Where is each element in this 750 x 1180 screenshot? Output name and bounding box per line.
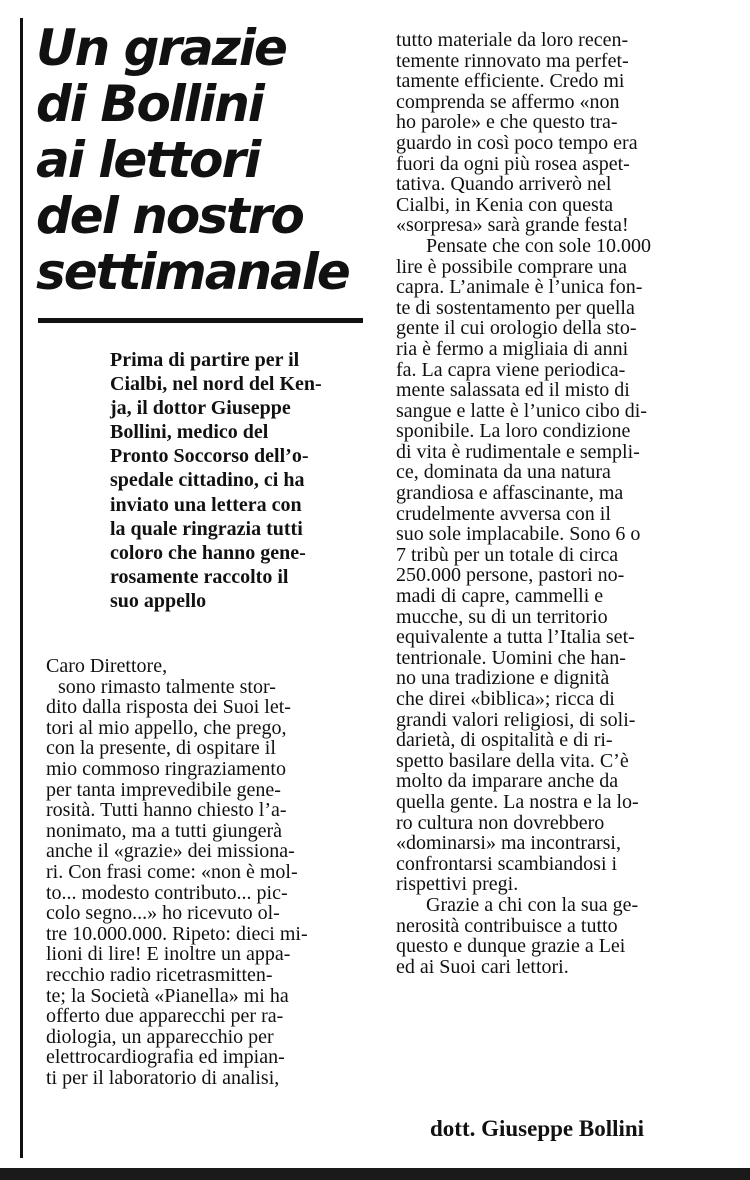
lead-line: la quale ringrazia tutti bbox=[110, 517, 303, 540]
letter-line: rispettivi pregi. bbox=[396, 873, 519, 896]
headline-line: ai lettori bbox=[36, 131, 260, 189]
letter-line: elettrocardiografia ed impian- bbox=[46, 1046, 285, 1069]
letter-line: 250.000 persone, pastori no- bbox=[396, 564, 625, 587]
letter-line: per tanta imprevedibile gene- bbox=[46, 778, 281, 801]
letter-column-right bbox=[396, 30, 748, 977]
headline-line: settimanale bbox=[36, 243, 349, 301]
letter-line: te; la Società «Pianella» mi ha bbox=[46, 984, 289, 1007]
letter-line: «sorpresa» sarà grande festa! bbox=[396, 214, 629, 237]
letter-column-left bbox=[46, 656, 366, 1088]
letter-line: comprenda se affermo «non bbox=[396, 90, 620, 113]
lead-line: Pronto Soccorso dell’o- bbox=[110, 445, 309, 468]
letter-line: diologia, un apparecchio per bbox=[46, 1025, 274, 1048]
headline-line: del nostro bbox=[36, 187, 303, 245]
letter-line: ria è fermo a migliaia di anni bbox=[396, 337, 629, 360]
letter-line: ti per il laboratorio di analisi, bbox=[46, 1066, 280, 1089]
letter-line: ho parole» e che questo tra- bbox=[396, 111, 618, 134]
letter-line: tamente efficiente. Credo mi bbox=[396, 70, 625, 93]
letter-line: con la presente, di ospitare il bbox=[46, 737, 276, 760]
letter-line: sponibile. La loro condizione bbox=[396, 420, 631, 443]
letter-line: nonimato, ma a tutti giungerà bbox=[46, 819, 283, 842]
letter-line: fa. La capra viene periodica- bbox=[396, 358, 626, 381]
letter-line: lire è possibile comprare una bbox=[396, 255, 628, 278]
signature: dott. Giuseppe Bollini bbox=[430, 1116, 645, 1141]
letter-line: gente il cui orologio della sto- bbox=[396, 317, 637, 340]
letter-line: confrontarsi scambiandosi i bbox=[396, 852, 618, 875]
letter-line: Cialbi, in Kenia con questa bbox=[396, 193, 614, 216]
lead-line: Cialbi, nel nord del Ken- bbox=[110, 373, 322, 396]
letter-line: ro cultura non dovrebbero bbox=[396, 811, 605, 834]
letter-line: molto da imparare anche da bbox=[396, 770, 619, 793]
letter-line: fuori da ogni più rosea aspet- bbox=[396, 152, 630, 175]
headline-underline bbox=[38, 318, 363, 323]
letter-line: nerosità contribuisce a tutto bbox=[396, 914, 618, 937]
letter-line: no una tradizione e dignità bbox=[396, 667, 610, 690]
letter-line: sono rimasto talmente stor- bbox=[58, 675, 276, 698]
left-border-rule bbox=[20, 18, 23, 1158]
letter-line: mio commoso ringraziamento bbox=[46, 757, 286, 780]
lead-line: Bollini, medico del bbox=[110, 421, 269, 444]
letter-line: dito dalla risposta dei Suoi let- bbox=[46, 696, 291, 719]
letter-line: sangue e latte è l’unico cibo di- bbox=[396, 399, 648, 422]
letter-line: tentrionale. Uomini che han- bbox=[396, 646, 626, 669]
lead-line: spedale cittadino, ci ha bbox=[110, 469, 305, 492]
letter-line: di vita è rudimentale e sempli- bbox=[396, 440, 640, 463]
letter-line: spetto basilare della vita. C’è bbox=[396, 749, 629, 772]
letter-line: to... modesto contributo... pic- bbox=[46, 881, 288, 904]
letter-line: ri. Con frasi come: «non è mol- bbox=[46, 860, 298, 883]
letter-line: quella gente. La nostra e la lo- bbox=[396, 790, 639, 813]
letter-line: darietà, di ospitalità e di ri- bbox=[396, 729, 613, 752]
letter-line: tativa. Quando arriverò nel bbox=[396, 173, 612, 196]
letter-line: offerto due apparecchi per ra- bbox=[46, 1005, 284, 1028]
letter-line: colo segno...» ho ricevuto ol- bbox=[46, 902, 280, 925]
letter-line: mucche, su di un territorio bbox=[396, 605, 608, 628]
letter-line: tori al mio appello, che prego, bbox=[46, 716, 287, 739]
letter-line: te di sostentamento per quella bbox=[396, 296, 635, 319]
letter-line: tutto materiale da loro recen- bbox=[396, 29, 629, 51]
letter-line: ce, dominata da una natura bbox=[396, 461, 611, 484]
letter-line: crudelmente avversa con il bbox=[396, 502, 611, 525]
lead-line: Prima di partire per il bbox=[110, 349, 300, 371]
letter-line: recchio radio ricetrasmitten- bbox=[46, 963, 273, 986]
headline-line: Un grazie bbox=[36, 19, 286, 77]
letter-line: anche il «grazie» dei missiona- bbox=[46, 840, 295, 863]
letter-line: temente rinnovato ma perfet- bbox=[396, 49, 629, 72]
lead-line: rosamente raccolto il bbox=[110, 565, 289, 588]
letter-line: guardo in così poco tempo era bbox=[396, 131, 638, 154]
lead-line: ja, il dottor Giuseppe bbox=[110, 397, 291, 420]
letter-line: grandiosa e affascinante, ma bbox=[396, 482, 624, 505]
letter-line: mente salassata ed il misto di bbox=[396, 379, 630, 402]
letter-line: questo e dunque grazie a Lei bbox=[396, 935, 626, 958]
letter-line: rosità. Tutti hanno chiesto l’a- bbox=[46, 799, 287, 822]
lead-line: suo appello bbox=[110, 589, 207, 612]
lead-line: coloro che hanno gene- bbox=[110, 541, 306, 564]
headline-line: di Bollini bbox=[36, 75, 263, 133]
lead-paragraph bbox=[110, 348, 366, 613]
letter-line: suo sole implacabile. Sono 6 o bbox=[396, 523, 641, 546]
letter-line: tre 10.000.000. Ripeto: dieci mi- bbox=[46, 922, 308, 945]
letter-line: capra. L’animale è l’unica fon- bbox=[396, 276, 643, 299]
letter-line: «dominarsi» ma incontrarsi, bbox=[396, 832, 621, 855]
letter-line: Pensate che con sole 10.000 bbox=[426, 234, 651, 257]
letter-line: grandi valori religiosi, di soli- bbox=[396, 708, 636, 731]
letter-line: madi di capre, cammelli e bbox=[396, 585, 604, 608]
letter-line: lioni di lire! E inoltre un appa- bbox=[46, 943, 291, 966]
letter-line: che direi «biblica»; ricca di bbox=[396, 688, 615, 710]
headline bbox=[36, 20, 376, 300]
letter-line: Grazie a chi con la sua ge- bbox=[426, 893, 639, 916]
page-bottom-edge bbox=[0, 1168, 750, 1180]
letter-line: 7 tribù per un totale di circa bbox=[396, 543, 619, 566]
lead-line: inviato una lettera con bbox=[110, 493, 302, 516]
letter-line: ed ai Suoi cari lettori. bbox=[396, 955, 569, 978]
letter-line: equivalente a tutta l’Italia set- bbox=[396, 626, 635, 649]
letter-salutation: Caro Direttore, bbox=[46, 655, 168, 677]
